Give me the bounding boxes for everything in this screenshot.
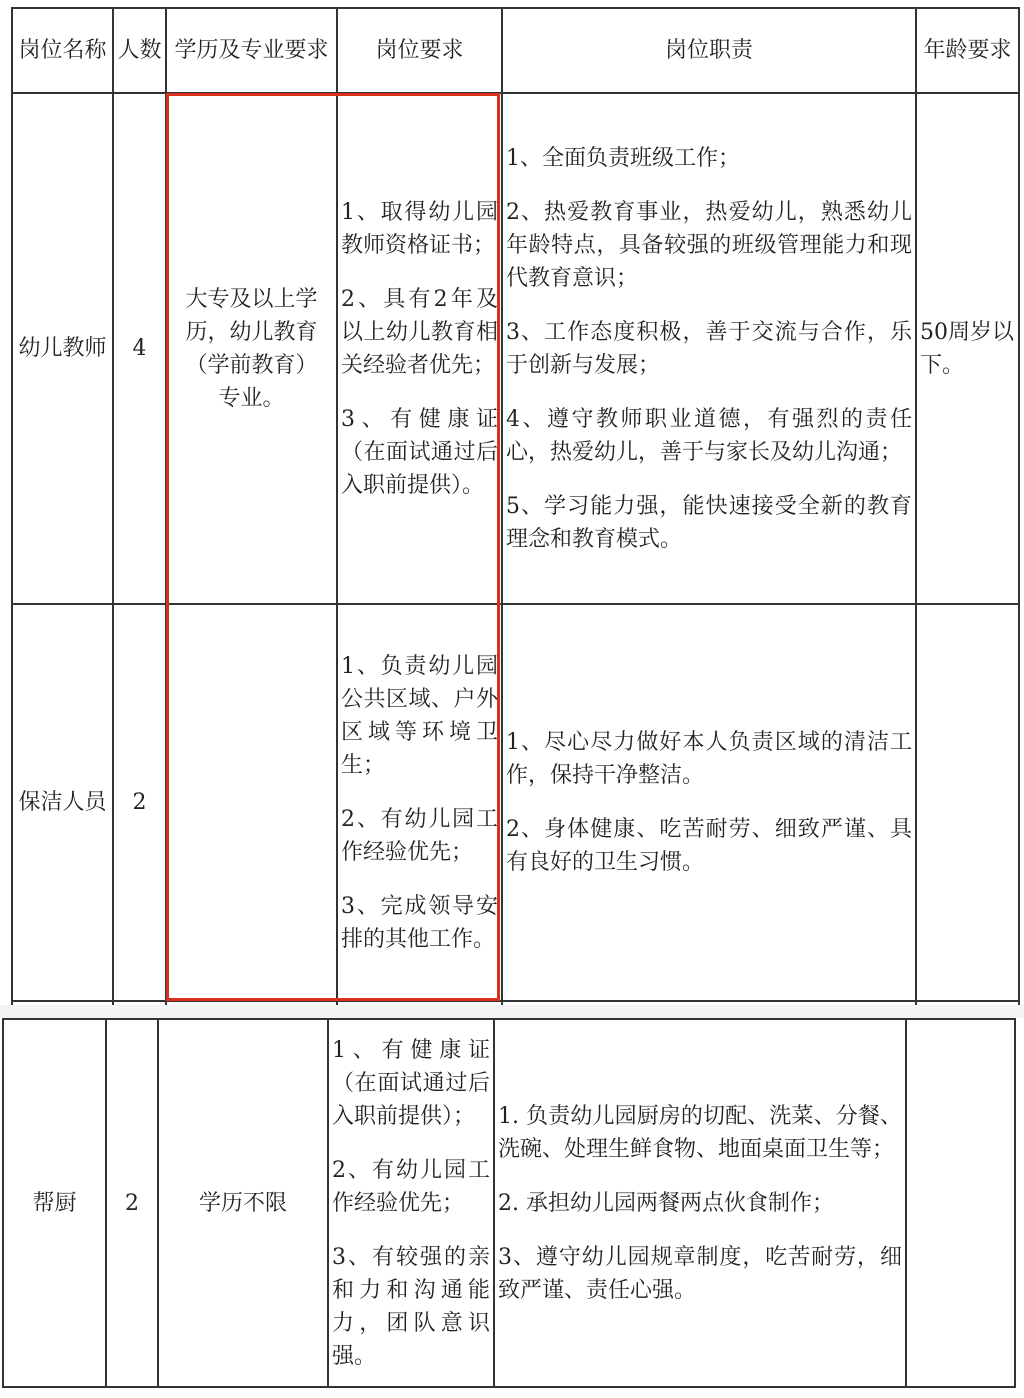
header-education: 学历及专业要求 <box>166 8 337 93</box>
header-count: 人数 <box>113 8 166 93</box>
table-row <box>12 93 1019 604</box>
duty-item: 2、热爱教育事业，热爱幼儿，熟悉幼儿年龄特点，具备较强的班级管理能力和现代教育意识； <box>506 199 912 291</box>
header-requirements: 岗位要求 <box>337 8 502 93</box>
job-table <box>11 7 1020 1012</box>
requirement-item: 3、有健康证（在面试通过后入职前提供）。 <box>341 406 498 498</box>
table-row <box>12 604 1019 1001</box>
job-duties <box>494 1019 906 1387</box>
duty-item: 2、身体健康、吃苦耐劳、细致严谨、具有良好的卫生习惯。 <box>506 817 912 875</box>
job-duties <box>502 93 916 604</box>
education-requirement <box>166 604 337 1001</box>
position-name: 保洁人员 <box>12 604 113 1001</box>
requirement-item: 3、有较强的亲和力和沟通能力，团队意识强。 <box>332 1244 490 1369</box>
header-age: 年龄要求 <box>916 8 1019 93</box>
headcount: 4 <box>113 93 166 604</box>
screenshot-gap <box>0 1005 1024 1019</box>
header-duties: 岗位职责 <box>502 8 916 93</box>
duty-item: 2. 承担幼儿园两餐两点伙食制作； <box>498 1190 834 1216</box>
job-requirements <box>337 93 502 604</box>
header-position: 岗位名称 <box>12 8 113 93</box>
duty-item: 3、工作态度积极，善于交流与合作，乐于创新与发展； <box>506 319 912 378</box>
job-requirements <box>328 1019 494 1387</box>
duty-item: 4、遵守教师职业道德，有强烈的责任心，热爱幼儿，善于与家长及幼儿沟通； <box>506 406 912 465</box>
headcount: 2 <box>113 604 166 1001</box>
table-row <box>3 1019 1015 1387</box>
requirement-item: 2、有幼儿园工作经验优先； <box>332 1157 490 1216</box>
age-requirement: 50周岁以下。 <box>916 93 1019 604</box>
header-row <box>12 8 1019 93</box>
headcount: 2 <box>106 1019 158 1387</box>
position-name: 帮厨 <box>3 1019 106 1387</box>
duty-item: 1、全面负责班级工作； <box>506 145 740 171</box>
job-requirements <box>337 604 502 1001</box>
duty-item: 1、尽心尽力做好本人负责区域的清洁工作，保持干净整洁。 <box>506 730 912 788</box>
requirement-item: 1、有健康证（在面试通过后入职前提供）； <box>332 1037 490 1129</box>
age-requirement <box>906 1019 1015 1387</box>
table-screenshot-bottom <box>0 1018 1024 1398</box>
duty-item: 1. 负责幼儿园厨房的切配、洗菜、分餐、洗碗、处理生鲜食物、地面桌面卫生等； <box>498 1103 902 1162</box>
education-requirement: 大专及以上学历，幼儿教育（学前教育）专业。 <box>166 93 337 604</box>
education-requirement: 学历不限 <box>158 1019 328 1387</box>
duty-item: 3、遵守幼儿园规章制度，吃苦耐劳，细致严谨、责任心强。 <box>498 1244 902 1303</box>
requirement-item: 1、负责幼儿园公共区域、户外区域等环境卫生； <box>341 653 498 778</box>
age-requirement <box>916 604 1019 1001</box>
duty-item: 5、学习能力强，能快速接受全新的教育理念和教育模式。 <box>506 493 912 552</box>
requirement-item: 1、取得幼儿园教师资格证书； <box>341 199 498 258</box>
requirement-item: 3、完成领导安排的其他工作。 <box>341 893 498 952</box>
job-duties <box>502 604 916 1001</box>
position-name: 幼儿教师 <box>12 93 113 604</box>
requirement-item: 2、具有2年及以上幼儿教育相关经验者优先； <box>341 286 498 378</box>
job-table-continued <box>2 1018 1016 1388</box>
requirement-item: 2、有幼儿园工作经验优先； <box>341 806 498 865</box>
